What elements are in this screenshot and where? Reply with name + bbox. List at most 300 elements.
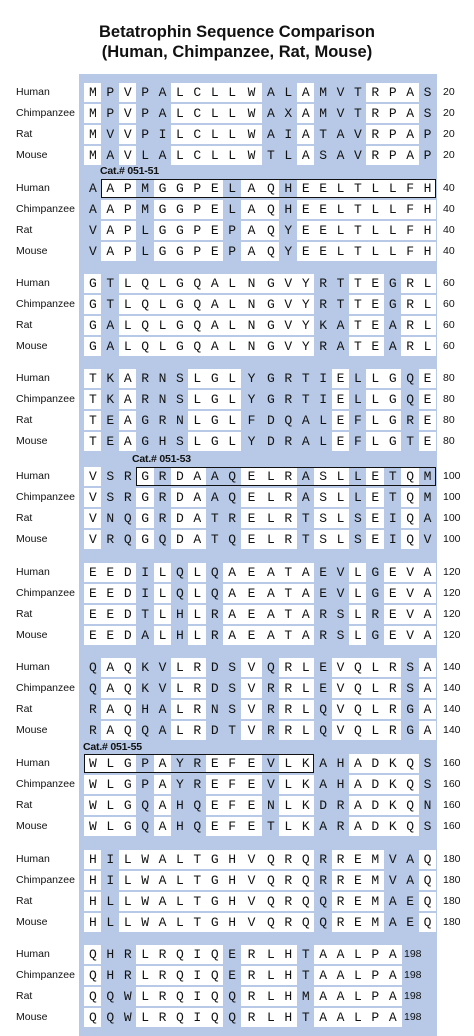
- residue-cell: L: [188, 369, 206, 388]
- residue-cell: Q: [314, 913, 332, 932]
- residue-cell: L: [349, 1008, 367, 1027]
- residue-cell: L: [206, 146, 224, 165]
- residue-cell: G: [119, 775, 137, 794]
- residue-cell: R: [332, 913, 350, 932]
- residue-cell: R: [279, 721, 297, 740]
- residue-cell: A: [136, 626, 154, 645]
- residue-cell: A: [154, 796, 172, 815]
- residue-cell: R: [401, 274, 419, 293]
- residue-cell: G: [401, 721, 419, 740]
- residue-cell: R: [332, 817, 350, 836]
- residue-cell: L: [171, 83, 189, 102]
- residue-cell: Q: [136, 274, 154, 293]
- residue-cell: L: [154, 274, 172, 293]
- residue-cell: G: [171, 337, 189, 356]
- position-number: 20: [443, 107, 455, 120]
- residue-cell: L: [366, 411, 384, 430]
- residue-cell: L: [262, 987, 280, 1006]
- residue-cell: L: [136, 242, 154, 261]
- residue-cell: L: [332, 242, 350, 261]
- residue-cell: L: [154, 563, 172, 582]
- residue-cell: L: [101, 796, 119, 815]
- residue-cell: Q: [314, 892, 332, 911]
- residue-cell: R: [119, 467, 137, 486]
- residue-cell: P: [419, 125, 437, 144]
- residue-cell: Y: [297, 295, 315, 314]
- residue-cell: A: [154, 892, 172, 911]
- residue-cell: T: [279, 584, 297, 603]
- residue-cell: E: [314, 179, 332, 198]
- residue-cell: L: [384, 200, 402, 219]
- residue-cell: Q: [119, 721, 137, 740]
- residue-cell: A: [401, 871, 419, 890]
- residue-cell: L: [223, 390, 241, 409]
- residue-cell: E: [384, 626, 402, 645]
- residue-cell: L: [136, 987, 154, 1006]
- residue-cell: V: [241, 850, 263, 869]
- residue-cell: A: [419, 721, 437, 740]
- residue-cell: A: [332, 125, 350, 144]
- position-number: 180: [443, 895, 461, 908]
- residue-cell: H: [223, 892, 241, 911]
- residue-cell: I: [314, 369, 332, 388]
- residue-cell: M: [366, 892, 384, 911]
- residue-cell: Q: [101, 1008, 119, 1027]
- position-number: 60: [443, 319, 455, 332]
- residue-cell: R: [332, 892, 350, 911]
- residue-cell: Q: [206, 563, 224, 582]
- residue-cell: R: [314, 850, 332, 869]
- residue-cell: A: [101, 721, 119, 740]
- residue-cell: E: [332, 411, 350, 430]
- residue-cell: V: [279, 274, 297, 293]
- position-number: 60: [443, 277, 455, 289]
- position-number: 40: [443, 224, 455, 237]
- species-label: Human: [16, 470, 50, 482]
- residue-cell: Q: [262, 892, 280, 911]
- species-label: Human: [16, 661, 50, 673]
- residue-cell: A: [206, 467, 224, 486]
- residue-cell: L: [366, 432, 384, 451]
- residue-cell: L: [223, 337, 241, 356]
- species-label: Chimpanzee: [16, 778, 75, 791]
- residue-cell: A: [314, 754, 332, 773]
- species-label: Human: [16, 372, 50, 384]
- residue-cell: T: [101, 274, 119, 293]
- residue-cell: V: [84, 530, 102, 549]
- residue-cell: G: [119, 817, 137, 836]
- residue-cell: S: [101, 488, 119, 507]
- residue-cell: R: [279, 871, 297, 890]
- catalog-label: Cat.# 051-51: [100, 165, 159, 177]
- residue-cell: L: [332, 467, 350, 486]
- residue-cell: V: [349, 125, 367, 144]
- residue-cell: Q: [223, 1008, 241, 1027]
- residue-cell: L: [366, 242, 384, 261]
- residue-cell: D: [206, 679, 224, 698]
- residue-cell: R: [136, 390, 154, 409]
- residue-cell: A: [419, 700, 437, 719]
- residue-cell: E: [366, 274, 384, 293]
- position-number: 80: [443, 435, 455, 448]
- residue-cell: Q: [401, 775, 419, 794]
- residue-cell: Q: [171, 563, 189, 582]
- residue-cell: L: [171, 913, 189, 932]
- residue-cell: F: [349, 411, 367, 430]
- residue-cell: L: [349, 390, 367, 409]
- residue-cell: L: [223, 432, 241, 451]
- residue-cell: H: [279, 987, 297, 1006]
- residue-cell: L: [154, 605, 172, 624]
- residue-cell: V: [384, 850, 402, 869]
- residue-cell: I: [101, 871, 119, 890]
- residue-cell: R: [101, 530, 119, 549]
- catalog-peptide-box: [101, 179, 436, 198]
- position-number: 140: [443, 661, 461, 673]
- residue-cell: R: [154, 467, 172, 486]
- position-number: 100: [443, 470, 461, 482]
- residue-cell: T: [349, 179, 367, 198]
- residue-cell: I: [188, 1008, 206, 1027]
- residue-cell: G: [384, 390, 402, 409]
- residue-cell: T: [136, 605, 154, 624]
- residue-cell: V: [279, 337, 297, 356]
- residue-cell: F: [223, 817, 241, 836]
- residue-cell: G: [84, 316, 102, 335]
- residue-cell: Q: [136, 337, 154, 356]
- residue-cell: M: [419, 488, 437, 507]
- residue-cell: L: [206, 125, 224, 144]
- residue-cell: N: [101, 509, 119, 528]
- residue-cell: R: [366, 605, 384, 624]
- residue-cell: T: [349, 83, 367, 102]
- residue-cell: Q: [419, 850, 437, 869]
- residue-cell: T: [188, 913, 206, 932]
- residue-cell: L: [171, 700, 189, 719]
- residue-cell: G: [262, 390, 280, 409]
- residue-cell: K: [384, 817, 402, 836]
- residue-cell: E: [366, 337, 384, 356]
- residue-cell: G: [84, 295, 102, 314]
- position-number: 100: [443, 533, 461, 546]
- residue-cell: G: [206, 913, 224, 932]
- residue-cell: L: [279, 796, 297, 815]
- residue-cell: I: [384, 530, 402, 549]
- position-number: 140: [443, 724, 461, 737]
- position-number: 20: [443, 128, 455, 141]
- residue-cell: L: [366, 658, 384, 677]
- residue-cell: E: [241, 754, 263, 773]
- residue-cell: A: [419, 626, 437, 645]
- residue-cell: R: [279, 892, 297, 911]
- residue-cell: V: [154, 658, 172, 677]
- residue-cell: P: [119, 179, 137, 198]
- residue-cell: Q: [349, 679, 367, 698]
- residue-cell: Q: [171, 1008, 189, 1027]
- residue-cell: L: [154, 626, 172, 645]
- residue-cell: W: [241, 146, 263, 165]
- residue-cell: Q: [84, 658, 102, 677]
- residue-cell: W: [136, 850, 154, 869]
- position-number: 198: [404, 948, 422, 960]
- residue-cell: T: [206, 530, 224, 549]
- species-label: Chimpanzee: [16, 491, 75, 504]
- residue-cell: Y: [297, 337, 315, 356]
- residue-cell: Q: [171, 584, 189, 603]
- residue-cell: E: [101, 563, 119, 582]
- residue-cell: Q: [401, 509, 419, 528]
- position-number: 80: [443, 414, 455, 427]
- residue-cell: H: [154, 432, 172, 451]
- residue-cell: V: [332, 679, 350, 698]
- residue-cell: L: [366, 721, 384, 740]
- residue-cell: Q: [136, 316, 154, 335]
- residue-cell: Q: [297, 892, 315, 911]
- residue-cell: R: [384, 721, 402, 740]
- residue-cell: A: [332, 966, 350, 985]
- residue-cell: G: [262, 316, 280, 335]
- residue-cell: L: [332, 221, 350, 240]
- residue-cell: A: [262, 605, 280, 624]
- residue-cell: G: [262, 337, 280, 356]
- residue-cell: P: [366, 966, 384, 985]
- species-label: Rat: [16, 608, 33, 621]
- residue-cell: Q: [297, 871, 315, 890]
- residue-cell: A: [401, 104, 419, 123]
- residue-cell: L: [171, 104, 189, 123]
- residue-cell: A: [206, 488, 224, 507]
- residue-cell: Q: [297, 850, 315, 869]
- residue-cell: L: [136, 1008, 154, 1027]
- residue-cell: L: [223, 411, 241, 430]
- residue-cell: L: [171, 721, 189, 740]
- residue-cell: A: [188, 530, 206, 549]
- residue-cell: G: [262, 295, 280, 314]
- residue-cell: P: [188, 200, 206, 219]
- residue-cell: D: [366, 754, 384, 773]
- residue-cell: E: [401, 913, 419, 932]
- residue-cell: G: [136, 432, 154, 451]
- residue-cell: L: [349, 605, 367, 624]
- residue-cell: Q: [136, 817, 154, 836]
- residue-cell: L: [188, 584, 206, 603]
- residue-cell: V: [241, 913, 263, 932]
- residue-cell: R: [279, 488, 297, 507]
- residue-cell: V: [332, 721, 350, 740]
- residue-cell: P: [419, 146, 437, 165]
- residue-cell: A: [154, 817, 172, 836]
- residue-cell: A: [119, 432, 137, 451]
- residue-cell: A: [297, 104, 315, 123]
- residue-cell: A: [419, 563, 437, 582]
- residue-cell: Q: [188, 796, 206, 815]
- residue-cell: Q: [419, 871, 437, 890]
- residue-cell: L: [119, 892, 137, 911]
- species-label: Mouse: [16, 916, 48, 929]
- residue-cell: R: [314, 274, 332, 293]
- residue-cell: Q: [84, 966, 102, 985]
- residue-cell: Q: [206, 1008, 224, 1027]
- residue-cell: A: [262, 626, 280, 645]
- residue-cell: A: [101, 146, 119, 165]
- residue-cell: T: [349, 337, 367, 356]
- residue-cell: H: [279, 1008, 297, 1027]
- residue-cell: E: [314, 200, 332, 219]
- residue-cell: Q: [154, 530, 172, 549]
- residue-cell: N: [206, 700, 224, 719]
- residue-cell: E: [84, 626, 102, 645]
- residue-cell: L: [366, 179, 384, 198]
- residue-cell: Q: [136, 295, 154, 314]
- residue-cell: Q: [262, 913, 280, 932]
- residue-cell: P: [101, 104, 119, 123]
- residue-cell: Q: [349, 700, 367, 719]
- residue-cell: W: [241, 83, 263, 102]
- residue-cell: E: [314, 584, 332, 603]
- species-label: Chimpanzee: [16, 203, 75, 216]
- residue-cell: R: [401, 411, 419, 430]
- residue-cell: Q: [188, 817, 206, 836]
- residue-cell: S: [314, 146, 332, 165]
- species-label: Human: [16, 566, 50, 578]
- residue-cell: R: [84, 721, 102, 740]
- residue-cell: L: [279, 83, 297, 102]
- residue-cell: Q: [401, 817, 419, 836]
- residue-cell: R: [154, 509, 172, 528]
- chart-title: [0, 22, 474, 62]
- residue-cell: L: [279, 754, 297, 773]
- residue-cell: E: [101, 626, 119, 645]
- residue-cell: E: [84, 605, 102, 624]
- residue-cell: G: [384, 432, 402, 451]
- residue-cell: L: [262, 488, 280, 507]
- residue-cell: A: [297, 605, 315, 624]
- residue-cell: R: [332, 850, 350, 869]
- residue-cell: A: [297, 584, 315, 603]
- residue-cell: Q: [419, 913, 437, 932]
- residue-cell: R: [154, 411, 172, 430]
- residue-cell: L: [349, 966, 367, 985]
- residue-cell: L: [223, 316, 241, 335]
- residue-cell: A: [419, 509, 437, 528]
- residue-cell: L: [262, 966, 280, 985]
- residue-cell: G: [171, 200, 189, 219]
- residue-cell: G: [384, 411, 402, 430]
- residue-cell: A: [154, 700, 172, 719]
- residue-cell: R: [154, 987, 172, 1006]
- residue-cell: K: [297, 817, 315, 836]
- position-number: 20: [443, 149, 455, 162]
- residue-cell: L: [154, 337, 172, 356]
- residue-cell: G: [366, 584, 384, 603]
- residue-cell: Q: [84, 1008, 102, 1027]
- residue-cell: K: [384, 796, 402, 815]
- residue-cell: A: [154, 754, 172, 773]
- residue-cell: V: [279, 316, 297, 335]
- residue-cell: R: [279, 509, 297, 528]
- residue-cell: G: [384, 274, 402, 293]
- residue-cell: E: [384, 605, 402, 624]
- residue-cell: T: [297, 509, 315, 528]
- residue-cell: E: [349, 871, 367, 890]
- residue-cell: V: [262, 775, 280, 794]
- residue-cell: R: [154, 966, 172, 985]
- residue-cell: C: [188, 83, 206, 102]
- residue-cell: Y: [171, 775, 189, 794]
- residue-cell: S: [332, 605, 350, 624]
- residue-cell: A: [384, 945, 402, 964]
- residue-cell: W: [84, 775, 102, 794]
- residue-cell: T: [349, 104, 367, 123]
- residue-cell: P: [136, 83, 154, 102]
- residue-cell: H: [332, 775, 350, 794]
- residue-cell: E: [241, 467, 263, 486]
- residue-cell: L: [101, 892, 119, 911]
- residue-cell: S: [101, 467, 119, 486]
- residue-cell: L: [136, 221, 154, 240]
- residue-cell: V: [241, 721, 263, 740]
- residue-cell: E: [241, 488, 263, 507]
- residue-cell: E: [297, 179, 315, 198]
- residue-cell: P: [384, 146, 402, 165]
- residue-cell: A: [154, 913, 172, 932]
- residue-cell: A: [206, 274, 224, 293]
- residue-cell: S: [419, 83, 437, 102]
- residue-cell: A: [223, 626, 241, 645]
- residue-cell: L: [119, 295, 137, 314]
- residue-cell: V: [241, 892, 263, 911]
- residue-cell: H: [279, 945, 297, 964]
- species-label: Chimpanzee: [16, 298, 75, 311]
- residue-cell: G: [136, 509, 154, 528]
- residue-cell: E: [366, 488, 384, 507]
- residue-cell: A: [154, 850, 172, 869]
- residue-cell: Q: [401, 369, 419, 388]
- residue-cell: Y: [241, 390, 263, 409]
- residue-cell: L: [171, 679, 189, 698]
- residue-cell: G: [84, 274, 102, 293]
- residue-cell: A: [188, 488, 206, 507]
- residue-cell: V: [279, 295, 297, 314]
- residue-cell: W: [119, 1008, 137, 1027]
- position-number: 120: [443, 608, 461, 621]
- residue-cell: R: [262, 700, 280, 719]
- residue-cell: E: [241, 626, 263, 645]
- residue-cell: T: [84, 369, 102, 388]
- residue-cell: S: [419, 817, 437, 836]
- residue-cell: E: [241, 775, 263, 794]
- residue-cell: L: [314, 411, 332, 430]
- residue-cell: L: [366, 200, 384, 219]
- residue-cell: A: [223, 584, 241, 603]
- residue-cell: E: [384, 584, 402, 603]
- residue-cell: S: [171, 390, 189, 409]
- residue-cell: V: [401, 605, 419, 624]
- residue-cell: R: [366, 83, 384, 102]
- residue-cell: M: [366, 913, 384, 932]
- residue-cell: L: [119, 316, 137, 335]
- residue-cell: Q: [171, 987, 189, 1006]
- residue-cell: L: [154, 295, 172, 314]
- residue-cell: G: [171, 179, 189, 198]
- residue-cell: T: [349, 316, 367, 335]
- residue-cell: E: [314, 221, 332, 240]
- residue-cell: L: [262, 530, 280, 549]
- residue-cell: Q: [188, 316, 206, 335]
- residue-cell: V: [84, 488, 102, 507]
- residue-cell: R: [241, 966, 263, 985]
- residue-cell: R: [119, 945, 137, 964]
